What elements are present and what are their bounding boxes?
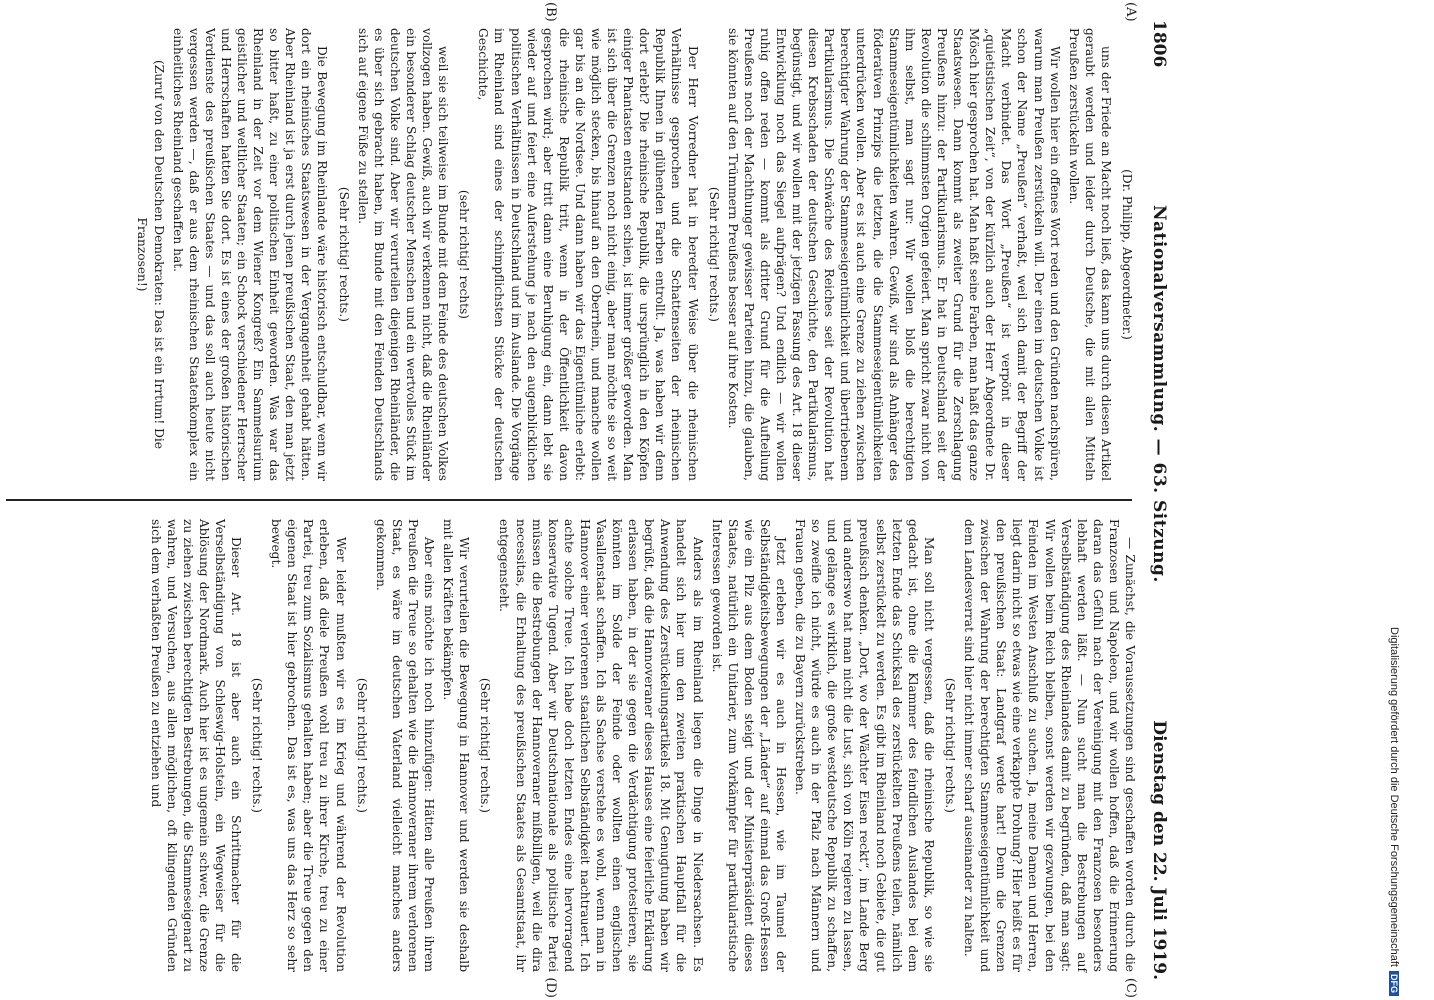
digitization-note — [1383, 0, 1405, 1000]
paragraph: Aber eins möchte ich noch hinzufügen: Hätten alle Preußen ihrem Preußen die Treue so gehalten wie die Hannoveraner ihrem verlorenen Staat, es wäre im deutschen Vaterland vielleicht manches anders gekommen. — [373, 519, 437, 972]
paragraph: (sehr richtig! rechts) — [457, 189, 472, 320]
paragraph: Anders als im Rheinland liegen die Dinge in Niedersachsen. Es handelt sich hier um den zweiten praktischen Hauptfall für die Anwendung des Zerstückelungsartikels 18. Mit Genugtuung haben wir begrüßt, daß die Hannoveraner dieses Hauses eine feierliche Erklärung erlassen haben, in der sie gegen die Verdächtigung protestieren, sie könnten im Solde der Feinde oder wollten einen englischen Vasallenstaat schaffen. Ich als Sachse verstehe es wohl, wenn man in Hannover einer verlorenen staatlichen Selbständigkeit nachtrauert. Ich achte solche Treue. Ich habe doch letzten Endes eine hervorragend konservative Tugend. Aber wir Deutschnationale als politische Partei müssen die Bestrebungen der Hannoveraner mißbilligen, weil die dira necessitas, die Erhaltung des preußischen Staates als Gesamtstaat, ihr entgegensteht. — [497, 519, 705, 972]
paragraph: Man soll nicht vergessen, daß die rheinische Republik, so wie sie gedacht ist, ohne die Klammer des feindlichen Auslandes bei dem letzten Ende das Schicksal des zerstückelten Preußens teilen, nämlich selbst zerstückelt zu werden. Es gibt im Rheinland noch Gebiete, die gut preußisch denken. „Dort, wo der Wächter Eisen reckt“, im Lande Berg und anderswo hat man nicht die Lust, sich von Köln regieren zu lassen, und gelänge es wirklich, die große westdeutsche Republik zu schaffen, so zweifle ich nicht, würde es auch in der Pfalz nach Männern und Frauen geben, die zu Bayern zurückstreben. — [793, 519, 936, 972]
paragraph: (Sehr richtig! rechts.) — [706, 186, 721, 323]
paragraph: Jetzt erleben wir es auch in Hessen, wie im Taumel der Selbständigkeitsbewegungen der „Länder“ auf einmal das Groß-Hessen wie ein Pilz aus dem Boden steigt und der Ministerpräsident dieses Staates, natürlich ein Unitarier, zum Vorkämpfer für partikularistische Interessen geworden ist. — [709, 519, 789, 972]
paragraph: (Sehr richtig! rechts.) — [250, 677, 265, 814]
paragraph: Wir verurteilen die Bewegung in Hannover und werden sie deshalb mit allen Kräften bekämpfen. — [441, 519, 472, 972]
paragraph: (Sehr richtig! rechts.) — [478, 677, 493, 814]
paragraph: weil sie sich teilweise im Bunde mit dem Feinde des deutschen Volkes vollzogen haben. Gewiß, auch wir verkennen nicht, daß die Rheinländer ein besonderer Schlag deutscher Menschen und ein wertvolles Stück im deutschen Volke sind. Aber wir verurteilen diejenigen Rheinländer, die es über sich gebracht haben, im Bunde mit den Feinden Deutschlands sich auf eigene Füße zu stellen. — [355, 28, 451, 481]
page-number: 1806 — [1149, 20, 1169, 68]
paragraph: Dieser Art. 18 ist aber auch ein Schrittmacher für die Verselbständigung von Schleswig-Holstein, ein Wegweiser für die Ablösung der Nordmark. Auch hier ist es ungemein schwer, die Grenze zu ziehen zwischen berechtigten Bestrebungen, die Stammeseigenart zu wahren, und Versuchen, aus allen möglichen, oft klingenden Gründen sich dem verhaßten Preußen zu entziehen und — [148, 519, 244, 972]
margin-marker-b: (B) — [543, 2, 558, 22]
digitization-text: Digitalisierung gefördert durch die Deutsche Forschungsgemeinschaft — [1388, 627, 1400, 967]
paragraph: Der Herr Vorredner hat in beredter Weise über die rheinischen Verhältnisse gesprochen und die Schattenseiten der rheinischen Republik Ihnen in glühenden Farben entrollt. Ja, was haben wir denn dort erlebt? Die rheinische Republik, die ursprünglich in den Köpfen einiger Phantasten entstanden schien, ist immer größer geworden. Man ist sich über die Grenzen noch nicht einig, aber man möchte sie so weit wie möglich stecken, bis hinauf an den Oberrhein, und manche wollen gar bis an die Nordsee. Und dann haben wir das Eigentümliche erlebt: die rheinische Republik tritt, wenn in der Öffentlichkeit davon gesprochen wird; aber tritt dann eine Beruhigung ein, dann lebt sie wieder auf und feiert eine Auferstehung je nach den augenblicklichen politischen Verhältnissen in Deutschland und im Auslande. Die Vorgänge im Rheinland sind eines der schimpflichsten Stücke der deutschen Geschichte, — [476, 28, 700, 481]
paragraph: (Sehr richtig! rechts.) — [354, 677, 369, 814]
paragraph: uns der Friede an Macht noch ließ, das kann uns durch diesen Artikel geraubt werden und leider durch Deutsche, die mit allen Mitteln Preußen zerstückeln wollen. — [1066, 28, 1113, 481]
paragraph: Wer leider mußten wir es im Krieg und während der Revolution erleben, daß diele Preußen wohl treu zu ihrer Kirche, treu zu einer Partei, treu zum Sozialismus gehalten haben; aber die Treue gegen den eigenen Staat ist hier gebrochen. Das ist es, was uns das Herz so sehr bewegt. — [269, 519, 348, 972]
right-column — [6, 501, 1138, 990]
paragraph: (Dr. Philipp, Abgeordneter.) — [1120, 169, 1134, 340]
margin-marker-d: (D) — [543, 977, 558, 998]
dfg-logo: DFG — [1389, 971, 1399, 996]
left-column — [6, 10, 1138, 499]
margin-marker-c: (C) — [1123, 977, 1138, 998]
paragraph: Die Bewegung im Rheinlande wäre historisch entschuldbar, wenn wir dort ein rheinisches Staatswesen in der Vergangenheit gehabt hätten. Aber Rheinland ist ja erst durch jenen preußischen Staat, den man jetzt so bitter haßt, zu einer politischen Einheit geworden. Was war das Rheinland in der Zeit vor dem Wiener Kongreß? Ein Sammelsurium geistlicher und weltlicher Staaten; ein Schock verschiedener Herrscher und Herrschaften hatten Sie dort. Es ist eines der großen historischen Verdienste des preußischen Staates — und das soll auch heute nicht vergessen werden —, daß er aus dem rheinischen Staatenkomplex ein einheitliches Rheinland geschaffen hat. — [170, 28, 330, 481]
paragraph: (Zuruf von den Deutschen Demokraten: Das ist ein Irrtum! Die Franzosen!) — [135, 59, 166, 450]
paragraph: (Sehr richtig! rechts.) — [942, 677, 957, 814]
margin-marker-a: (A) — [1123, 2, 1138, 22]
session-date: Dienstag den 22. Juli 1919. — [1149, 720, 1169, 980]
text-columns — [6, 10, 1138, 990]
session-title: Nationalversammlung. — 63. Sitzung. — [1149, 204, 1169, 583]
paragraph: — Zunächst, die Voraussetzungen sind geschaffen worden durch die Franzosen und Napoleon, und wir wollen hoffen, daß die Erinnerung daran das Gefühl nach der Vereinigung mit den Franzosen besonders lebhaft werden läßt. — Nun sucht man die Bestrebungen auf Verselbständigung des Rheinlandes damit zu begründen, daß man sagt: Wir wollen beim Reich bleiben, sonst werden wir gezwungen, bei den Feinden im Westen Anschluß zu suchen. Ja, meine Damen und Herren, liegt darin nicht so etwas wie eine verkappte Drohung? Hier heißt es für den preußischen Staat: Landgraf werde hart! Denn die Grenzen zwischen der Wahrung der berechtigten Stammeseigentümlichkeit und dem Landesverrat sind hier nicht immer scharf auseinander zu halten. — [962, 519, 1137, 972]
page-header — [1146, 20, 1172, 980]
paragraph: (Sehr richtig! rechts.) — [336, 186, 351, 323]
paragraph: Wir wollen hier ein offenes Wort reden und den Gründen nachspüren, warum man Preußen zerstückeln will. Der einen im deutschen Volke ist schon der Name „Preußen“ verhaßt, weil sich damit der Begriff der Macht verbindet. Das Wort „Preußen“ ist verpönt in dieser „quietistischen Zeit“, von der kürzlich auch der Herr Abgeordnete Dr. Mösch hier gesprochen hat. Man haßt seine Farben, man haßt das ganze Staatswesen. Dann kommt als zweiter Grund für die Zerschlagung Preußens hinzu: der Partikularismus. Er hat in Deutschland seit der Revolution die schlimmsten Orgien gefeiert. Man spricht zwar nicht von ihm selbst, man sagt nur: Wir wollen bloß die berechtigten Stammeseigentümlichkeiten wahren. Gewiß, wir sind als Anhänger des föderativen Prinzips die letzten, die die Stammeseigentümlichkeiten unterdrücken wollen. Aber es ist auch eine Grenze zu ziehen zwischen berechtigter Wahrung der Stammeseigentümlichkeit und übertriebenem Partikularismus. Die Schwäche des Reiches seit der Revolution hat diesen Krebsschaden der deutschen Geschichte, den Partikularismus, begünstigt, und wir wollen mit der jetzigen Fassung des Art. 18 dieser Entwicklung noch das Siegel aufprägen? Und endlich — wir wollen ruhig offen reden — kommt als dritter Grund für die Aufteilung Preußens noch der Machthunger gewisser Parteien hinzu, die glauben, sie könnten auf den Trümmern Preußens besser auf ihre Kosten. — [725, 28, 1062, 481]
